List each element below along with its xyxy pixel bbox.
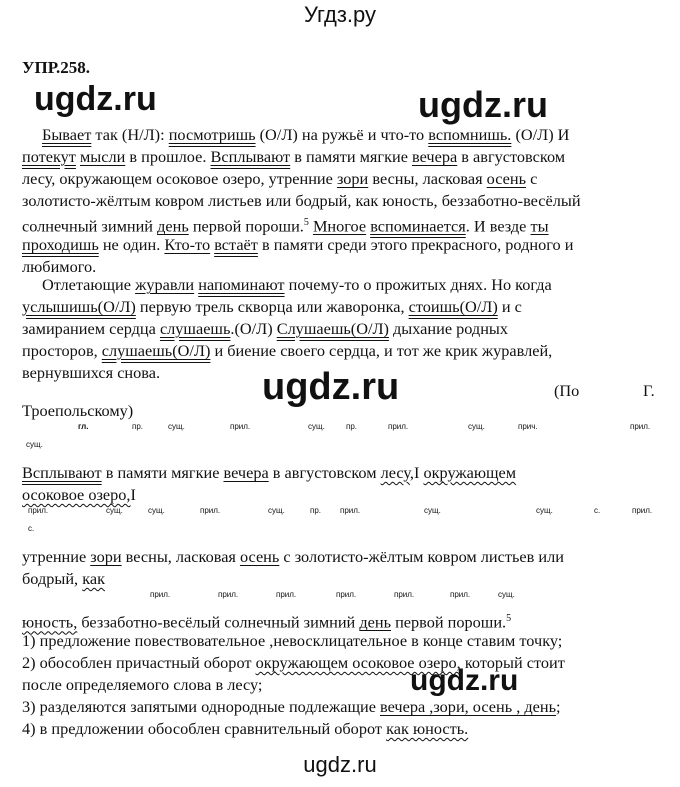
watermark: ugdz.ru xyxy=(34,80,157,118)
pos-label: с. xyxy=(28,524,35,533)
exercise-number: УПР.258. xyxy=(22,58,90,77)
source-note: Троепольскому) xyxy=(22,401,134,420)
text-line: просторов, слушаешь(О/Л) и биение своего сердца, и тот же крик журавлей, xyxy=(22,341,553,360)
text-line: Бывает так (Н/Л): посмотришь (О/Л) на ружьё и что-то вспомнишь. (О/Л) И xyxy=(42,125,570,144)
text-line: замиранием сердца слушаешь.(О/Л) Слушаешь(О/Л) дыхание родных xyxy=(22,319,509,338)
text-line: проходишь не один. Кто-то встаёт в памяти среди этого прекрасного, родного и xyxy=(22,235,574,254)
analysis-point: 3) разделяются запятыми однородные подлежащие вечера ,зори, осень , день; xyxy=(22,697,561,716)
text-line: лесу, окружающем осоковое озеро, утренние зори весны, ласковая осень с xyxy=(22,169,538,188)
watermark: ugdz.ru xyxy=(262,366,400,408)
text-line: вернувшихся снова. xyxy=(22,363,161,382)
analysis-line: осоковое озеро,I xyxy=(22,485,136,504)
analysis-point: 2) обособлен причастный оборот окружающем осоковое озеро, который стоит xyxy=(22,653,565,672)
text-line: любимого. xyxy=(22,257,97,276)
text-line: услышишь(О/Л) первую трель скворца или жаворонка, стоишь(О/Л) и с xyxy=(22,297,522,316)
site-title[interactable]: Угдз.ру xyxy=(303,2,377,27)
analysis-point: 1) предложение повествовательное ,невосклицательное в конце ставим точку; xyxy=(22,631,563,650)
pos-label: сущ. xyxy=(26,440,43,449)
text-line: золотисто-жёлтым ковром листьев или бодрый, как юность, беззаботно-весёлый xyxy=(22,191,581,210)
watermark: ugdz.ru xyxy=(418,84,548,125)
analysis-point: после определяемого слова в лесу; xyxy=(22,675,263,694)
analysis-line: юность, беззаботно-весёлый солнечный зимний день первой пороши.$^5$ xyxy=(22,612,512,632)
analysis-line: Всплывают в памяти мягкие вечера в августовском лесу,I окружающем xyxy=(22,463,517,482)
watermark: ugdz.ru xyxy=(410,664,519,697)
analysis-line: утренние зори весны, ласковая осень с золотисто-жёлтым ковром листьев или xyxy=(22,547,564,566)
text-line: солнечный зимний день первой пороши.$^5$ Многое вспоминается. И везде ты xyxy=(22,216,549,236)
analysis-point: 4) в предложении обособлен сравнительный оборот как юность. xyxy=(22,719,469,738)
footer-site[interactable]: ugdz.ru xyxy=(303,752,377,777)
text-line: потекут мысли в прошлое. Всплывают в памяти мягкие вечера в августовском xyxy=(22,147,566,166)
source-note: Г. xyxy=(643,381,655,400)
source-note: (По xyxy=(554,381,580,400)
analysis-line: бодрый, как xyxy=(22,569,105,588)
text-line: Отлетающие журавли напоминают почему-то о прожитых днях. Но когда xyxy=(42,275,552,294)
